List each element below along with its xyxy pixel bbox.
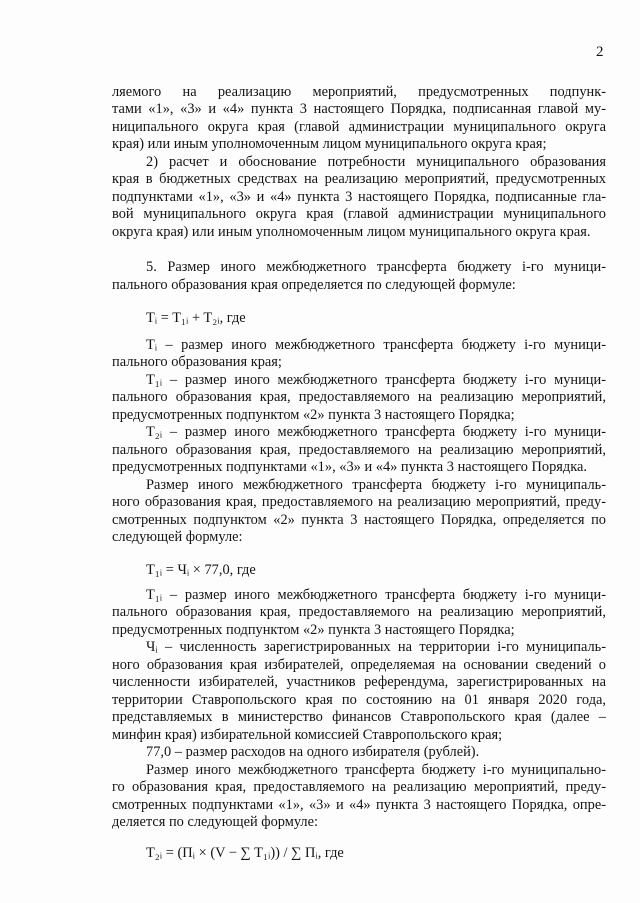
- text-line: пального образования края, предоставляемого на реализацию мероприятий,: [112, 442, 606, 458]
- text-line: ниципального округа края (главой администрации муниципального округа: [112, 119, 606, 135]
- text-line: 77,0 – размер расходов на одного избирателя (рублей).: [146, 744, 480, 760]
- text-line: го образования края, предоставляемого на реализацию мероприятий, преду-: [112, 779, 606, 795]
- text-line: ного образования края, предоставляемого на реализацию мероприятий, преду-: [112, 494, 606, 510]
- text-line: вой муниципального округа края (главой администрации муниципального: [112, 206, 606, 222]
- text-line: Размер иного межбюджетного трансферта бюджету i-го муниципально-: [146, 762, 606, 778]
- formula: Tᵢ = T₁ᵢ + T₂ᵢ, где: [146, 310, 246, 326]
- text-line: подпунктами «1», «3» и «4» пункта 3 настоящего Порядка, подписанные гла-: [112, 189, 606, 205]
- text-line: деляется по следующей формуле:: [112, 814, 318, 830]
- text-line: Размер иного межбюджетного трансферта бюджету i-го муниципаль-: [146, 477, 606, 493]
- text-line: численности избирателей, участников референдума, зарегистрированных на: [112, 674, 606, 690]
- text-line: пального образования края, предоставляемого на реализацию мероприятий,: [112, 604, 606, 620]
- text-line: T₁ᵢ – размер иного межбюджетного трансферта бюджету i-го муници-: [146, 372, 606, 388]
- text-line: тами «1», «3» и «4» пункта 3 настоящего Порядка, подписанная главой му-: [112, 101, 606, 117]
- text-line: пального образования края определяется по следующей формуле:: [112, 277, 516, 293]
- text-line: ляемого на реализацию мероприятий, предусмотренных подпунк-: [112, 84, 606, 100]
- text-line: территории Ставропольского края по состоянию на 01 января 2020 года,: [112, 692, 606, 708]
- formula: T₁ᵢ = Чᵢ × 77,0, где: [146, 562, 256, 578]
- text-line: смотренных подпунктами «1», «3» и «4» пункта 3 настоящего Порядка, опре-: [112, 797, 606, 813]
- text-line: смотренных подпунктом «2» пункта 3 настоящего Порядка, определяется по: [112, 512, 606, 528]
- text-line: минфин края) избирательной комиссией Ставропольского края;: [112, 727, 503, 743]
- text-line: 2) расчет и обоснование потребности муниципального образования: [146, 154, 606, 170]
- text-line: округа края) или иным уполномоченным лицом муниципального округа края.: [112, 224, 591, 240]
- text-line: предусмотренных подпунктами «1», «3» и «4» пункта 3 настоящего Порядка.: [112, 459, 587, 475]
- text-line: пального образования края;: [112, 354, 282, 370]
- formula: T₂ᵢ = (Пᵢ × (V − ∑ T₁ᵢ)) / ∑ Пᵢ, где: [146, 845, 344, 861]
- text-line: предусмотренных подпунктом «2» пункта 3 настоящего Порядка;: [112, 622, 515, 638]
- text-line: 5. Размер иного межбюджетного трансферта бюджету i-го муници-: [146, 259, 606, 275]
- text-line: следующей формуле:: [112, 529, 243, 545]
- text-line: Tᵢ – размер иного межбюджетного трансферта бюджету i-го муници-: [146, 337, 606, 353]
- text-line: ного образования края избирателей, определяемая на основании сведений о: [112, 657, 606, 673]
- text-line: края) или иным уполномоченным лицом муниципального округа края;: [112, 136, 547, 152]
- text-line: Чᵢ – численность зарегистрированных на территории i-го муниципаль-: [146, 639, 606, 655]
- text-line: T₁ᵢ – размер иного межбюджетного трансферта бюджету i-го муници-: [146, 587, 606, 603]
- text-line: края в бюджетных средствах на реализацию мероприятий, предусмотренных: [112, 171, 606, 187]
- text-line: предусмотренных подпунктом «2» пункта 3 настоящего Порядка;: [112, 407, 515, 423]
- text-line: пального образования края, предоставляемого на реализацию мероприятий,: [112, 389, 606, 405]
- text-line: представляемых в министерство финансов Ставропольского края (далее –: [112, 709, 606, 725]
- page-number: 2: [596, 44, 604, 60]
- text-line: T₂ᵢ – размер иного межбюджетного трансферта бюджету i-го муници-: [146, 424, 606, 440]
